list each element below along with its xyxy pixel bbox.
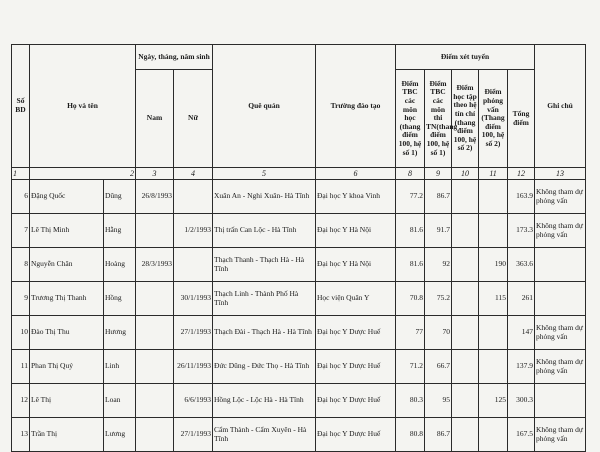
cell-ten: Hoàng [104,248,136,282]
cell-que-quan: Hồng Lộc - Lộc Hà - Hà Tĩnh [213,384,316,418]
header-nu: Nữ [174,70,213,168]
cell-que-quan: Thị trấn Can Lộc - Hà Tĩnh [213,214,316,248]
cell-que-quan: Đức Dũng - Đức Thọ - Hà Tĩnh [213,350,316,384]
column-number: 9 [425,168,452,180]
cell-ten: Dũng [104,180,136,214]
cell-ngay-sinh-nu: 30/1/1993 [174,282,213,316]
cell-tong-diem: 147 [508,316,535,350]
cell-diem-tin-chi [452,418,479,452]
cell-ten: Linh [104,350,136,384]
cell-ngay-sinh-nam [136,316,174,350]
cell-ten: Hằng [104,214,136,248]
cell-ngay-sinh-nu [174,180,213,214]
cell-diem-tn: 86.7 [425,418,452,452]
cell-diem-phong-van: 190 [479,248,508,282]
cell-diem-tbc: 80.3 [396,384,425,418]
column-number: 1 [12,168,30,180]
cell-diem-tbc: 80.8 [396,418,425,452]
cell-diem-tbc: 77.2 [396,180,425,214]
cell-ngay-sinh-nu: 27/1/1993 [174,418,213,452]
cell-ten: Loan [104,384,136,418]
cell-diem-tin-chi [452,180,479,214]
table-row [12,316,586,350]
cell-diem-phong-van [479,350,508,384]
cell-diem-tin-chi [452,384,479,418]
cell-diem-tn: 66.7 [425,350,452,384]
cell-so-bd: 9 [12,282,30,316]
cell-diem-tin-chi [452,316,479,350]
cell-diem-tin-chi [452,282,479,316]
column-number-row [12,168,586,180]
cell-ngay-sinh-nam: 28/3/1993 [136,248,174,282]
header-hoc-tap-tin-chi: Điểm học tập theo hệ tín chỉ (thang điểm 100, hệ số 2) [452,70,479,168]
cell-diem-tin-chi [452,248,479,282]
cell-so-bd: 11 [12,350,30,384]
column-number: 12 [508,168,535,180]
cell-que-quan: Thạch Đài - Thạch Hà - Hà Tĩnh [213,316,316,350]
cell-so-bd: 8 [12,248,30,282]
cell-ngay-sinh-nu: 27/1/1993 [174,316,213,350]
cell-ngay-sinh-nam [136,350,174,384]
cell-ho-dem: Phan Thị Quý [30,350,104,384]
table-row [12,180,586,214]
cell-ten: Hương [104,316,136,350]
column-number: 4 [174,168,213,180]
cell-diem-tn: 75.2 [425,282,452,316]
cell-diem-tbc: 70.8 [396,282,425,316]
header-que-quan: Quê quán [213,45,316,168]
cell-ho-dem: Đào Thị Thu [30,316,104,350]
cell-so-bd: 6 [12,180,30,214]
cell-diem-tn: 86.7 [425,180,452,214]
column-number: 11 [479,168,508,180]
cell-tong-diem: 363.6 [508,248,535,282]
cell-ngay-sinh-nu: 26/11/1993 [174,350,213,384]
column-number: 5 [213,168,316,180]
cell-truong-dao-tao: Đại học Y Hà Nội [316,214,396,248]
header-phong-van: Điểm phỏng vấn (Thang điểm 100, hệ số 2) [479,70,508,168]
cell-diem-tin-chi [452,350,479,384]
cell-ngay-sinh-nu [174,248,213,282]
cell-truong-dao-tao: Đại học Y Dược Huế [316,350,396,384]
column-number: 8 [396,168,425,180]
cell-ngay-sinh-nam: 26/8/1993 [136,180,174,214]
cell-diem-phong-van [479,316,508,350]
header-tong-diem: Tổng điểm [508,70,535,168]
cell-truong-dao-tao: Đại học Y khoa Vinh [316,180,396,214]
cell-ghi-chu [535,282,586,316]
cell-ghi-chu [535,384,586,418]
table-row [12,384,586,418]
cell-ho-dem: Lê Thị [30,384,104,418]
cell-ngay-sinh-nam [136,418,174,452]
cell-diem-tbc: 81.6 [396,248,425,282]
header-ngay-sinh: Ngày, tháng, năm sinh [136,45,213,70]
header-nam: Nam [136,70,174,168]
cell-diem-phong-van: 125 [479,384,508,418]
table-row [12,248,586,282]
cell-tong-diem: 137.9 [508,350,535,384]
cell-que-quan: Cẩm Thành - Cẩm Xuyên - Hà Tĩnh [213,418,316,452]
cell-tong-diem: 261 [508,282,535,316]
admission-score-table [11,44,586,452]
cell-tong-diem: 163.9 [508,180,535,214]
cell-diem-phong-van [479,214,508,248]
column-number: 10 [452,168,479,180]
cell-diem-tin-chi [452,214,479,248]
cell-ghi-chu: Không tham dự phỏng vấn [535,418,586,452]
cell-so-bd: 12 [12,384,30,418]
cell-diem-tbc: 77 [396,316,425,350]
cell-ghi-chu: Không tham dự phỏng vấn [535,180,586,214]
cell-so-bd: 10 [12,316,30,350]
cell-ngay-sinh-nam [136,214,174,248]
header-diem-xet-tuyen: Điểm xét tuyển [396,45,535,70]
header-tbc-mon-hoc: Điểm TBC các môn học (thang điểm 100, hệ số 1) [396,70,425,168]
cell-ngay-sinh-nam [136,282,174,316]
cell-que-quan: Thạch Linh - Thành Phố Hà Tĩnh [213,282,316,316]
cell-truong-dao-tao: Đại học Y Dược Huế [316,316,396,350]
cell-ghi-chu: Không tham dự phỏng vấn [535,214,586,248]
column-number: 2 [30,168,136,180]
cell-so-bd: 13 [12,418,30,452]
cell-ho-dem: Lê Thị Minh [30,214,104,248]
cell-ten: Lương [104,418,136,452]
cell-ngay-sinh-nu: 1/2/1993 [174,214,213,248]
cell-truong-dao-tao: Học viện Quân Y [316,282,396,316]
column-number: 13 [535,168,586,180]
cell-ten: Hồng [104,282,136,316]
cell-ghi-chu: Không tham dự phỏng vấn [535,350,586,384]
cell-diem-phong-van: 115 [479,282,508,316]
cell-diem-tbc: 71.2 [396,350,425,384]
column-number: 3 [136,168,174,180]
cell-ho-dem: Trương Thị Thanh [30,282,104,316]
header-so-bd: Số BD [12,45,30,168]
cell-ghi-chu: Không tham dự phỏng vấn [535,316,586,350]
table-row [12,282,586,316]
cell-so-bd: 7 [12,214,30,248]
cell-ngay-sinh-nam [136,384,174,418]
header-ho-ten: Họ và tên [30,45,136,168]
table-row [12,214,586,248]
cell-truong-dao-tao: Đại học Y Hà Nội [316,248,396,282]
cell-ghi-chu [535,248,586,282]
cell-diem-tbc: 81.6 [396,214,425,248]
cell-diem-tn: 92 [425,248,452,282]
cell-ho-dem: Nguyễn Chân [30,248,104,282]
cell-ho-dem: Đặng Quốc [30,180,104,214]
cell-truong-dao-tao: Đại học Y Dược Huế [316,384,396,418]
cell-diem-tn: 70 [425,316,452,350]
cell-ngay-sinh-nu: 6/6/1993 [174,384,213,418]
cell-tong-diem: 167.5 [508,418,535,452]
header-ghi-chu: Ghi chú [535,45,586,168]
cell-diem-phong-van [479,180,508,214]
table-row [12,418,586,452]
cell-tong-diem: 173.3 [508,214,535,248]
cell-truong-dao-tao: Đại học Y Dược Huế [316,418,396,452]
cell-diem-tn: 95 [425,384,452,418]
cell-ho-dem: Trần Thị [30,418,104,452]
cell-que-quan: Xuân An - Nghi Xuân- Hà Tĩnh [213,180,316,214]
cell-tong-diem: 300.3 [508,384,535,418]
cell-diem-tn: 91.7 [425,214,452,248]
header-truong: Trường đào tạo [316,45,396,168]
cell-diem-phong-van [479,418,508,452]
cell-que-quan: Thạch Thanh - Thạch Hà - Hà Tĩnh [213,248,316,282]
table-row [12,350,586,384]
header-tbc-tn: Điểm TBC các môn thi TN(thang điểm 100, hệ số 1) [425,70,452,168]
column-number: 6 [316,168,396,180]
